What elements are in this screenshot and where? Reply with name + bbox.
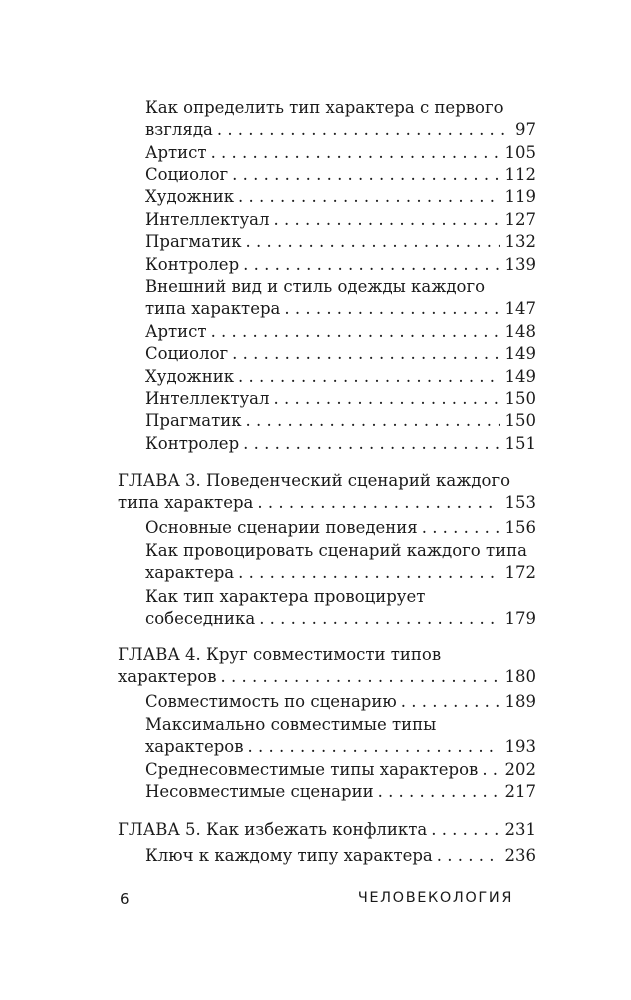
- toc-entry-title: характеров: [118, 667, 217, 686]
- running-title: ЧЕЛОВЕКОЛОГИЯ: [357, 890, 513, 906]
- dot-leader: [238, 367, 499, 387]
- toc-entry-title: типа характера: [118, 493, 254, 512]
- dot-leader: [273, 389, 499, 409]
- toc-page-number: 151: [504, 434, 536, 453]
- dot-leader: [401, 692, 500, 712]
- toc-entry-title: Как тип характера провоцирует: [145, 587, 426, 606]
- dot-leader: [437, 846, 500, 866]
- dot-leader: [257, 493, 499, 513]
- toc-entry: [145, 692, 536, 712]
- toc-page-number: 217: [504, 782, 536, 801]
- toc-page-number: 179: [504, 609, 536, 628]
- toc-entry: [145, 120, 536, 140]
- toc-entry-continued: [118, 645, 441, 665]
- toc-page-number: 105: [504, 143, 536, 162]
- dot-leader: [232, 344, 499, 364]
- toc-entry: [145, 389, 536, 409]
- toc-page-number: 149: [504, 344, 536, 363]
- toc-entry-title: Художник: [145, 187, 235, 206]
- toc-page-number: 150: [504, 389, 536, 408]
- toc-entry-title: Артист: [145, 143, 207, 162]
- toc-entry: [145, 367, 536, 387]
- dot-leader: [232, 165, 499, 185]
- toc-entry-title: собеседника: [145, 609, 256, 628]
- toc-entry: [145, 782, 536, 802]
- dot-leader: [259, 609, 499, 629]
- dot-leader: [422, 518, 500, 538]
- toc-page-number: 202: [504, 760, 536, 779]
- toc-entry-title: Максимально совместимые типы: [145, 715, 437, 734]
- toc-page-number: 97: [515, 120, 536, 139]
- toc-entry-title: ГЛАВА 4. Круг совместимости типов: [118, 645, 442, 664]
- toc-entry: [118, 493, 536, 513]
- toc-entry: [145, 846, 536, 866]
- toc-entry-title: Социолог: [145, 165, 229, 184]
- page-number: 6: [120, 890, 131, 908]
- toc-entry-title: ГЛАВА 5. Как избежать конфликта: [118, 820, 428, 839]
- toc-page-number: 236: [504, 846, 536, 865]
- toc-entry: [145, 760, 536, 780]
- toc-entry-title: Основные сценарии поведения: [145, 518, 418, 537]
- toc-entry-continued: [118, 471, 510, 491]
- dot-leader: [246, 232, 500, 252]
- toc-page-number: 119: [504, 187, 536, 206]
- toc-page-number: 231: [504, 820, 536, 839]
- toc-entry-title: Прагматик: [145, 411, 242, 430]
- toc-entry-title: ГЛАВА 3. Поведенческий сценарий каждого: [118, 471, 511, 490]
- toc-entry-title: Как провоцировать сценарий каждого типа: [145, 541, 527, 560]
- toc-entry-title: Артист: [145, 322, 207, 341]
- toc-page-number: 150: [504, 411, 536, 430]
- dot-leader: [431, 820, 499, 840]
- toc-entry: [145, 563, 536, 583]
- toc-entry: [145, 411, 536, 431]
- toc-entry-title: Интеллектуал: [145, 389, 270, 408]
- toc-page-number: 189: [504, 692, 536, 711]
- toc-entry: [145, 322, 536, 342]
- toc-entry: [118, 820, 536, 840]
- toc-entry-title: характера: [145, 563, 235, 582]
- toc-page-number: 180: [504, 667, 536, 686]
- dot-leader: [211, 322, 500, 342]
- toc-page-number: 156: [504, 518, 536, 537]
- toc-entry-title: характеров: [145, 737, 244, 756]
- toc-entry-title: Контролер: [145, 255, 240, 274]
- toc-entry: [145, 609, 536, 629]
- toc-entry-continued: [145, 541, 527, 561]
- toc-entry: [145, 210, 536, 230]
- toc-entry-title: типа характера: [145, 299, 281, 318]
- toc-entry-continued: [145, 277, 485, 297]
- toc-page-number: 149: [504, 367, 536, 386]
- dot-leader: [243, 434, 499, 454]
- dot-leader: [238, 187, 499, 207]
- toc-entry: [145, 434, 536, 454]
- toc-page-number: 193: [504, 737, 536, 756]
- toc-page-number: 132: [504, 232, 536, 251]
- toc-entry-title: Художник: [145, 367, 235, 386]
- toc-entry-title: Ключ к каждому типу характера: [145, 846, 433, 865]
- toc-entry: [145, 344, 536, 364]
- toc-entry-title: Прагматик: [145, 232, 242, 251]
- toc-entry-title: Среднесовместимые типы характеров: [145, 760, 479, 779]
- toc-entry-title: Социолог: [145, 344, 229, 363]
- toc-page-number: 139: [504, 255, 536, 274]
- toc-entry: [145, 299, 536, 319]
- toc-page-number: 112: [504, 165, 536, 184]
- dot-leader: [243, 255, 499, 275]
- toc-entry-title: Внешний вид и стиль одежды каждого: [145, 277, 486, 296]
- toc-entry: [145, 737, 536, 757]
- toc-entry: [118, 667, 536, 687]
- dot-leader: [246, 411, 500, 431]
- toc-entry: [145, 187, 536, 207]
- toc-page-number: 172: [504, 563, 536, 582]
- toc-entry-continued: [145, 98, 504, 118]
- dot-leader: [284, 299, 499, 319]
- dot-leader: [221, 667, 500, 687]
- toc-page-number: 127: [504, 210, 536, 229]
- toc-entry-title: взгляда: [145, 120, 213, 139]
- toc-entry: [145, 255, 536, 275]
- toc-entry: [145, 518, 536, 538]
- toc-entry-title: Несовместимые сценарии: [145, 782, 374, 801]
- dot-leader: [273, 210, 499, 230]
- toc-entry: [145, 143, 536, 163]
- toc-entry-title: Как определить тип характера с первого: [145, 98, 504, 117]
- dot-leader: [378, 782, 500, 802]
- dot-leader: [238, 563, 499, 583]
- toc-page-number: 148: [504, 322, 536, 341]
- dot-leader: [248, 737, 500, 757]
- toc-page-number: 147: [504, 299, 536, 318]
- toc-entry-title: Интеллектуал: [145, 210, 270, 229]
- toc-entry: [145, 165, 536, 185]
- dot-leader: [217, 120, 510, 140]
- dot-leader: [482, 760, 499, 780]
- toc-entry: [145, 232, 536, 252]
- toc-entry-continued: [145, 587, 425, 607]
- toc-entry-title: Совместимость по сценарию: [145, 692, 397, 711]
- dot-leader: [211, 143, 500, 163]
- toc-page-number: 153: [504, 493, 536, 512]
- toc-entry-title: Контролер: [145, 434, 240, 453]
- toc-entry-continued: [145, 715, 436, 735]
